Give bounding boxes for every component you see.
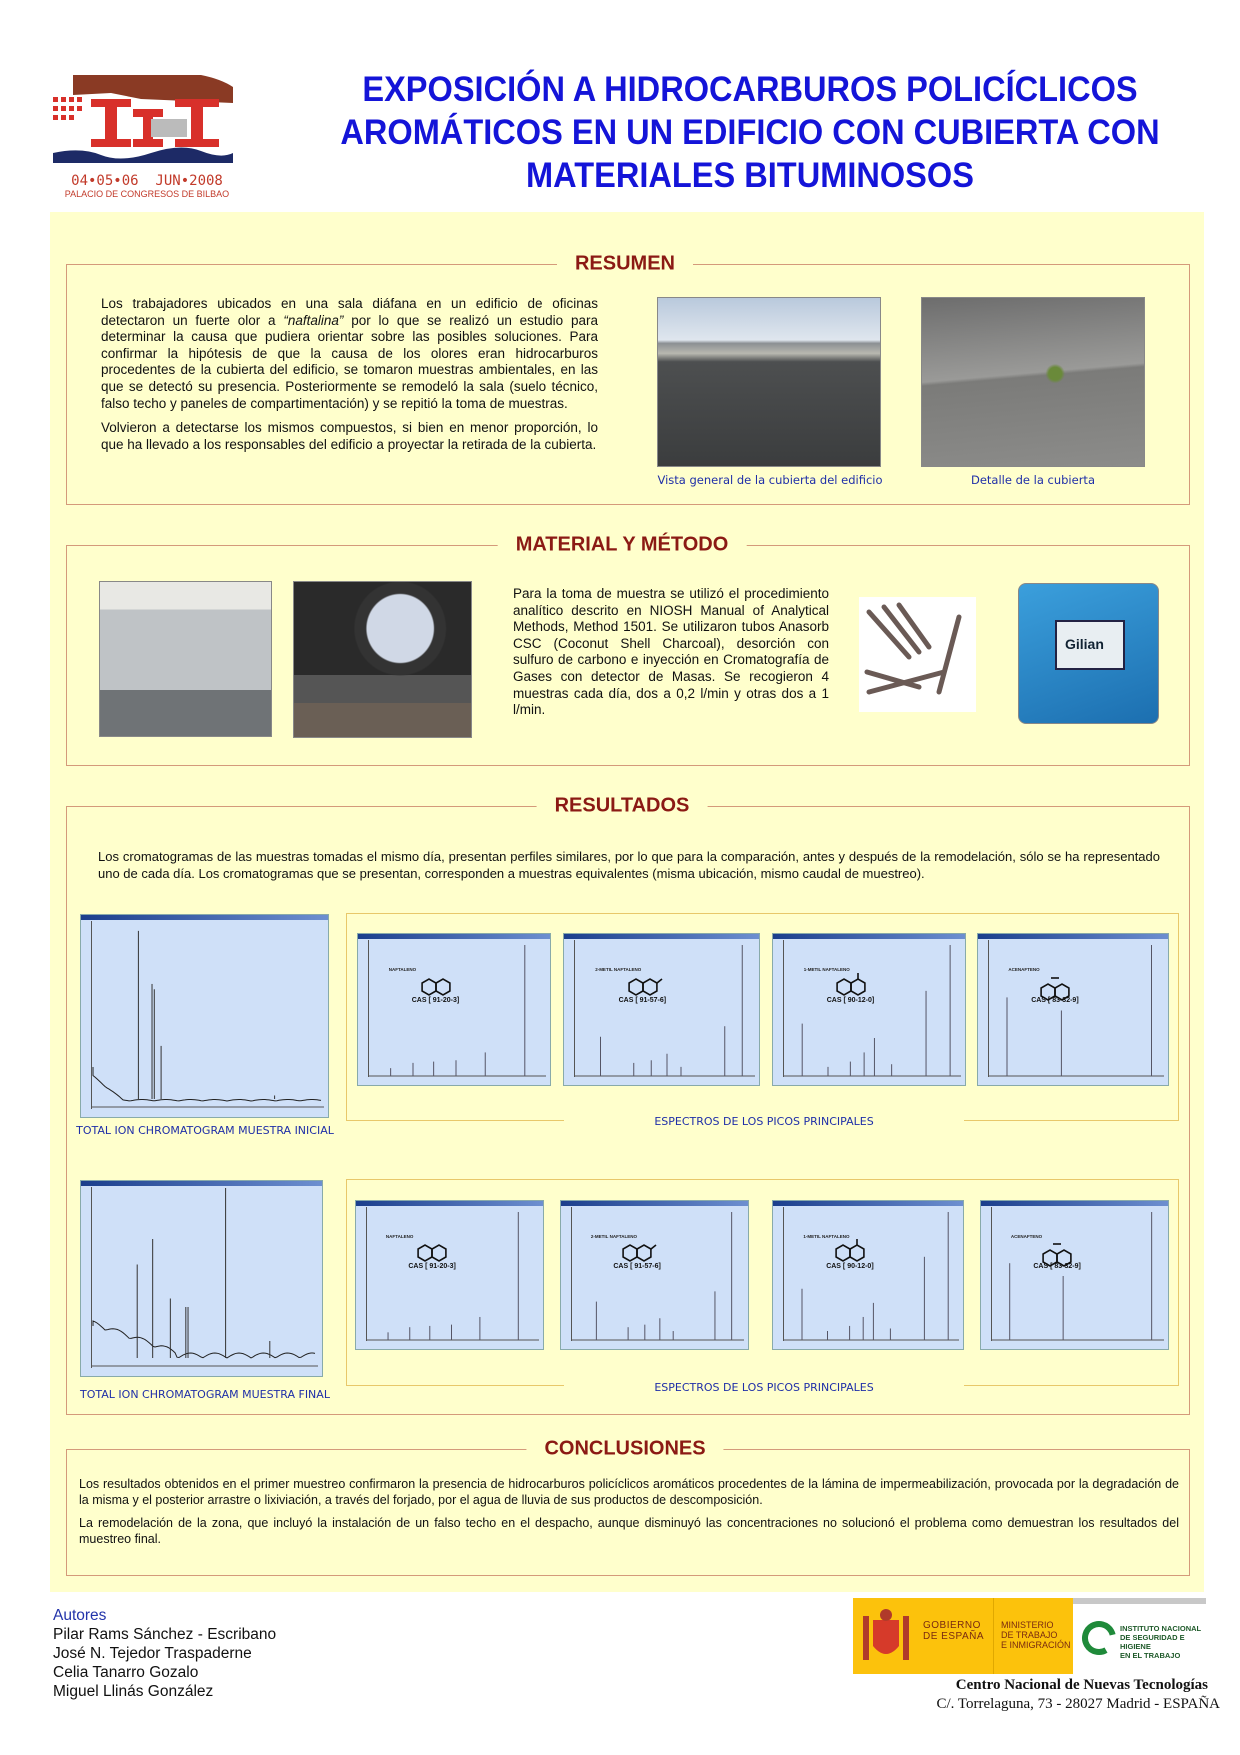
mass-spectrum-naftaleno: [357, 933, 551, 1086]
mass-spectrum-2-metil-naftaleno: [563, 933, 760, 1086]
congress-logo: [51, 73, 243, 198]
center-address: C/. Torrelaguna, 73 - 28027 Madrid - ESPAÑA: [936, 1696, 1220, 1712]
ring-shape: [432, 1245, 446, 1261]
spectra-caption-initial: ESPECTROS DE LOS PICOS PRINCIPALES: [564, 1115, 964, 1128]
resumen-p1a: Los trabajadores ubicados en una sala diáfana en un edificio de oficinas detectaron un fuerte olor a: [101, 296, 598, 328]
gilian-pump-photo: [1018, 583, 1159, 724]
conclusiones-heading: CONCLUSIONES: [526, 1438, 723, 1461]
spectra-caption-final: ESPECTROS DE LOS PICOS PRINCIPALES: [564, 1381, 964, 1394]
spectrum-peaks: [358, 934, 550, 1085]
ministry-line: DE TRABAJO: [1001, 1630, 1058, 1640]
spectrum-peaks: [773, 934, 965, 1085]
spectrum-peaks: [978, 934, 1168, 1085]
resumen-heading: RESUMEN: [557, 253, 693, 276]
authors-block: [53, 1606, 276, 1701]
metodo-heading: MATERIAL Y MÉTODO: [498, 534, 747, 557]
resumen-p1b: por lo que se realizó un estudio para determinar la causa que pudiera orientar sobre las posibles soluciones. Para confirmar la hipótesis de que la causa de los olores eran hidrocarburos procedentes de la cubierta del edificio, se tomaron muestras ambientales, en las que se detectó su presencia. Posteriormente se remodeló la sala (suelo técnico, falso techo y paneles de compartimentación) y se repitió la toma de muestras.: [101, 312, 598, 411]
resultados-intro: Los cromatogramas de las muestras tomadas el mismo día, presentan perfiles similares, por lo que para la comparación, antes y después de la remodelación, sólo se ha representado uno de cada día. Los cromatogramas que se presentan, corresponden a muestras equivalentes (misma ubicación, mismo caudal de muestreo).: [98, 849, 1160, 881]
sampling-tubes-photo: [859, 597, 976, 712]
insht-line: INSTITUTO NACIONAL: [1120, 1624, 1202, 1633]
resumen-emphasis: “naftalina”: [283, 312, 344, 328]
compound-name: 2-METIL NAFTALENO: [595, 967, 642, 973]
roof-detail-photo: [921, 297, 1145, 467]
logo-dates: 04•05•06 JUN•2008: [71, 173, 223, 189]
compound-name: 2-METIL NAFTALENO: [590, 1233, 637, 1239]
cas-number: CAS [ 83-32-9]: [1033, 1263, 1081, 1271]
congress-logo-graphic: [51, 73, 243, 168]
mass-spectrum-acenafteno-final: [980, 1200, 1169, 1350]
resumen-text: [101, 296, 598, 461]
compound-name: ACENAFTENO: [1010, 1233, 1043, 1239]
cas-number: CAS [ 91-20-3]: [411, 997, 460, 1005]
peak-line: [657, 979, 662, 983]
baseline-trace: [93, 1321, 315, 1358]
author-name: Pilar Rams Sánchez - Escribano: [53, 1626, 277, 1643]
compound-name: 1-METIL NAFTALENO: [803, 967, 850, 973]
mass-spectrum-1-metil-naftaleno: [772, 933, 966, 1086]
coat-of-arms-icon: [863, 1608, 909, 1664]
sampling-tubes-icon: [859, 597, 976, 712]
spectrum-peaks: [561, 1201, 748, 1349]
insht-name: [1120, 1624, 1206, 1660]
ring-shape: [837, 979, 851, 995]
resumen-p2: Volvieron a detectarse los mismos compuestos, si bien en menor proporción, lo que ha llevado a los responsables del edificio a proyectar la retirada de la cubierta.: [101, 420, 598, 452]
ministry-line: E INMIGRACIÓN: [1001, 1640, 1071, 1650]
conclusiones-text: [79, 1476, 1179, 1555]
tic-trace: [81, 1181, 322, 1376]
insht-line: DE SEGURIDAD E HIGIENE: [1120, 1633, 1185, 1651]
ministry-line: MINISTERIO: [1001, 1620, 1054, 1630]
compound-name: NAFTALENO: [385, 1233, 414, 1239]
ring-shape: [629, 979, 643, 995]
author-name: José N. Tejedor Traspaderne: [53, 1645, 252, 1662]
insht-logo-icon: [1081, 1620, 1117, 1656]
gov-line: DE ESPAÑA: [923, 1631, 984, 1642]
baseline-trace: [93, 1067, 321, 1101]
ring-shape: [422, 979, 436, 995]
compound-name: ACENAFTENO: [1008, 967, 1040, 973]
compound-name: 1-METIL NAFTALENO: [803, 1233, 850, 1239]
ring-shape: [623, 1245, 637, 1261]
authors-title: Autores: [53, 1607, 107, 1624]
roof-overview-caption: Vista general de la cubierta del edificio: [657, 473, 883, 487]
gc-ms-instrument-photo: [99, 581, 272, 737]
gov-name: [923, 1620, 984, 1642]
metodo-text: Para la toma de muestra se utilizó el procedimiento analítico descrito en NIOSH Manual of Analytical Methods, Method 1501. Se utilizaron tubos Anasorb CSC (Coconut Shell Charcoal), desorción con sulfuro de carbono e inyección en Cromatografía de Gases con detector de Masas. Se recogieron 4 muestras cada día, dos a 0,2 l/min y otras dos a 1 l/min.: [513, 586, 829, 718]
ring-shape: [836, 1245, 850, 1261]
mass-spectrum-1-metil-naftaleno-final: [772, 1200, 964, 1350]
roof-detail-caption: Detalle de la cubierta: [970, 473, 1095, 487]
ring-shape: [643, 979, 657, 995]
mass-spectrum-naftaleno-final: [355, 1200, 544, 1350]
spectrum-peaks: [356, 1201, 543, 1349]
tic-final-caption: TOTAL ION CHROMATOGRAM MUESTRA FINAL: [80, 1388, 330, 1401]
conclusiones-p1: Los resultados obtenidos en el primer muestreo confirmaron la presencia de hidrocarburos policíclicos aromáticos procedentes de la lámina de impermeabilización, provocada por la degradación de la misma y el posterior arrastre o lixiviación, a través del forjado, por el agua de lluvia de sus productos de descomposición.: [79, 1477, 1179, 1507]
mass-spectrum-acenafteno: [977, 933, 1169, 1086]
ring-shape: [418, 1245, 432, 1261]
ring-shape: [850, 1245, 864, 1261]
ministry-name: [1001, 1620, 1071, 1650]
logo-venue: PALACIO DE CONGRESOS DE BILBAO: [64, 189, 230, 199]
peak-line: [651, 1245, 656, 1249]
ring-shape: [851, 979, 865, 995]
government-logos: [853, 1598, 1206, 1674]
compound-name: NAFTALENO: [388, 967, 417, 973]
divider: [993, 1598, 994, 1674]
ring-shape: [436, 979, 450, 995]
poster-title: EXPOSICIÓN A HIDROCARBUROS POLICÍCLICOS AROMÁTICOS EN UN EDIFICIO CON CUBIERTA CON MATERIALES BITUMINOSOS: [340, 70, 1160, 195]
cas-number: CAS [ 91-57-6]: [618, 997, 667, 1005]
cas-number: CAS [ 91-57-6]: [613, 1263, 661, 1271]
roof-overview-photo: [657, 297, 881, 467]
cas-number: CAS [ 90-12-0]: [826, 997, 875, 1005]
resultados-heading: RESULTADOS: [537, 795, 708, 818]
author-name: Miguel Llinás González: [53, 1683, 214, 1700]
tic-initial-caption: TOTAL ION CHROMATOGRAM MUESTRA INICIAL: [76, 1124, 334, 1137]
cas-number: CAS [ 83-32-9]: [1031, 997, 1079, 1005]
conclusiones-p2: La remodelación de la zona, que incluyó la instalación de un falso techo en el despacho, aunque disminuyó las concentraciones no solucionó el problema como demuestran los resultados del muestreo final.: [79, 1516, 1179, 1546]
tic-trace: [81, 915, 328, 1117]
banner-gray-strip: [1073, 1598, 1206, 1604]
cas-number: CAS [ 90-12-0]: [826, 1263, 874, 1271]
tic-final-chromatogram: [80, 1180, 323, 1377]
mass-spectrum-2-metil-naftaleno-final: [560, 1200, 749, 1350]
spectrum-peaks: [773, 1201, 963, 1349]
center-name: Centro Nacional de Nuevas Tecnologías: [955, 1677, 1208, 1693]
gov-line: GOBIERNO: [923, 1620, 981, 1631]
computer-workstation-photo: [293, 581, 472, 738]
ring-shape: [637, 1245, 651, 1261]
insht-line: EN EL TRABAJO: [1120, 1651, 1181, 1660]
pump-brand: Gilian: [1065, 636, 1104, 652]
tic-initial-chromatogram: [80, 914, 329, 1118]
spectrum-peaks: [564, 934, 759, 1085]
author-name: Celia Tanarro Gozalo: [53, 1664, 199, 1681]
cas-number: CAS [ 91-20-3]: [408, 1263, 456, 1271]
spectrum-peaks: [981, 1201, 1168, 1349]
